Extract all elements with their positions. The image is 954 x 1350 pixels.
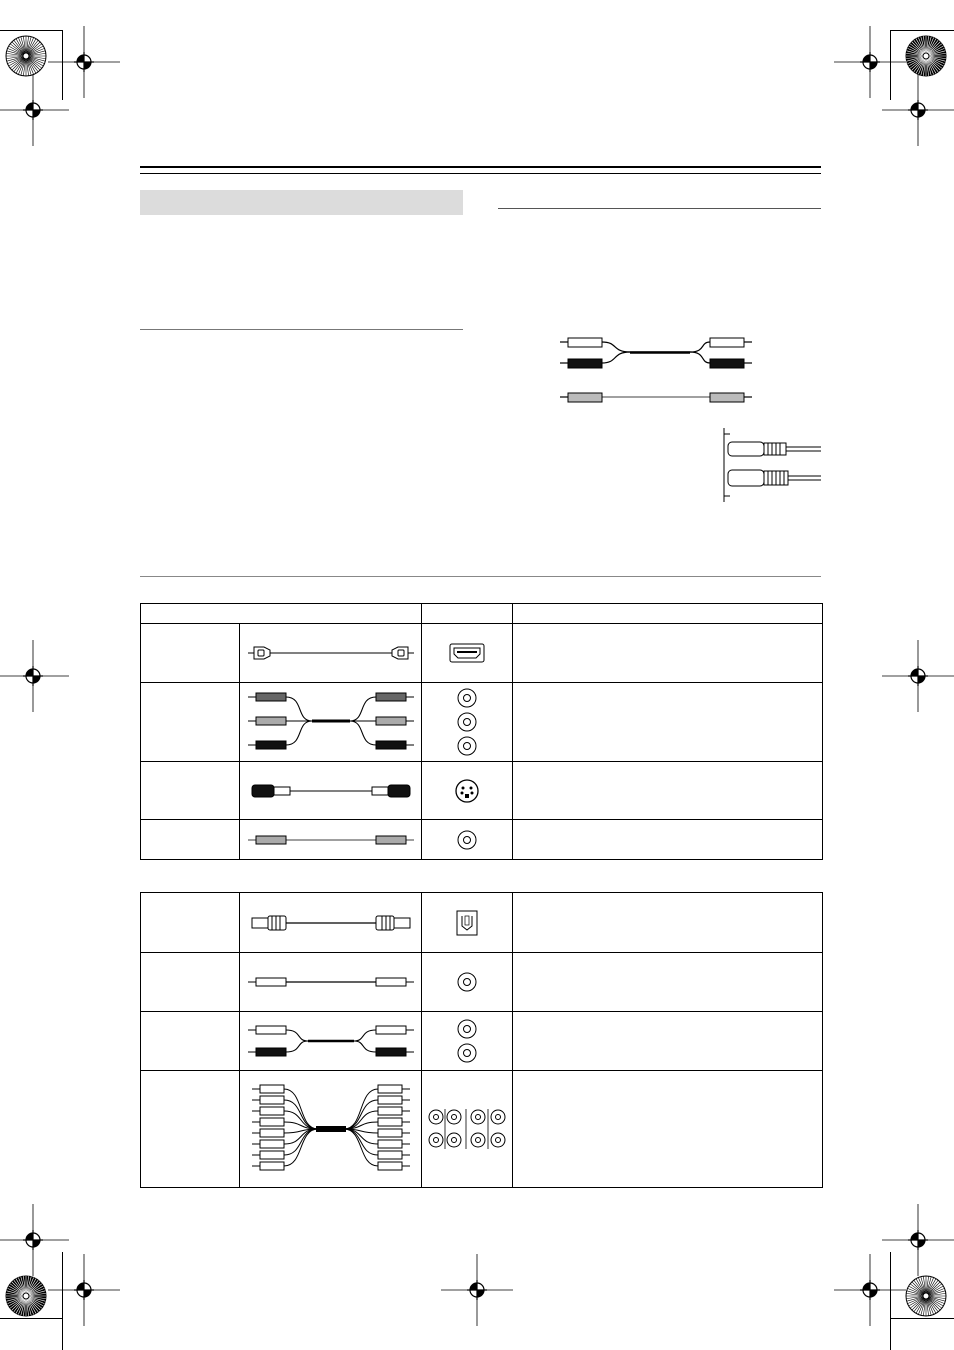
table-row [141,762,823,820]
registration-crosshair-icon [882,640,954,712]
crop-mark [890,1318,954,1319]
table-row [141,893,823,953]
table-row [141,683,823,762]
row-description [513,820,823,860]
row-name [141,624,240,683]
hdmi-jack-icon [422,624,513,683]
crop-mark [0,30,62,31]
column-header-connection [141,604,422,624]
table-header-row [141,604,823,624]
registration-crosshair-icon [441,1254,513,1326]
registration-target-icon [4,1274,48,1318]
table-row [141,1012,823,1071]
right-heading-rule [498,208,821,209]
row-name [141,893,240,953]
table-section-rule [140,576,821,577]
row-name [141,1012,240,1071]
multichannel-jacks-icon [422,1071,513,1188]
table-row [141,624,823,683]
header-rule-thin [140,173,821,174]
row-name [141,820,240,860]
s-video-cable-icon [240,762,422,820]
row-name [141,1071,240,1188]
analog-jacks-icon [422,1012,513,1071]
row-name [141,762,240,820]
row-description [513,893,823,953]
row-name [141,953,240,1012]
table-row [141,820,823,860]
composite-video-cable-icon [240,820,422,860]
multichannel-cable-icon [240,1071,422,1188]
column-header-description [513,604,823,624]
analog-audio-cable-icon [240,1012,422,1071]
row-description [513,683,823,762]
crop-mark [890,30,954,31]
audio-video-cable-illustration [560,332,760,407]
registration-target-icon [904,34,948,78]
coaxial-jack-icon [422,953,513,1012]
registration-crosshair-icon [882,74,954,146]
coaxial-cable-icon [240,953,422,1012]
registration-crosshair-icon [0,74,69,146]
audio-connection-table [140,892,823,1188]
row-description [513,1012,823,1071]
header-rule-thick [140,166,821,168]
crop-mark [890,30,891,100]
component-video-cable-icon [240,683,422,762]
plug-insertion-illustration [720,426,821,504]
crop-mark [890,1252,891,1350]
optical-cable-icon [240,893,422,953]
section-band [140,190,463,215]
row-description [513,762,823,820]
row-description [513,624,823,683]
s-video-jack-icon [422,762,513,820]
video-connection-table [140,603,823,860]
registration-target-icon [4,34,48,78]
registration-crosshair-icon [882,1204,954,1276]
table-row [141,953,823,1012]
left-heading-rule [140,329,463,330]
optical-jack-icon [422,893,513,953]
component-jacks-icon [422,683,513,762]
hdmi-cable-icon [240,624,422,683]
row-description [513,953,823,1012]
row-name [141,683,240,762]
crop-mark [62,30,63,100]
row-description [513,1071,823,1188]
crop-mark [62,1252,63,1350]
registration-crosshair-icon [0,640,69,712]
registration-target-icon [904,1274,948,1318]
column-header-jack [422,604,513,624]
table-row [141,1071,823,1188]
composite-jack-icon [422,820,513,860]
crop-mark [0,1318,62,1319]
registration-crosshair-icon [48,1254,120,1326]
